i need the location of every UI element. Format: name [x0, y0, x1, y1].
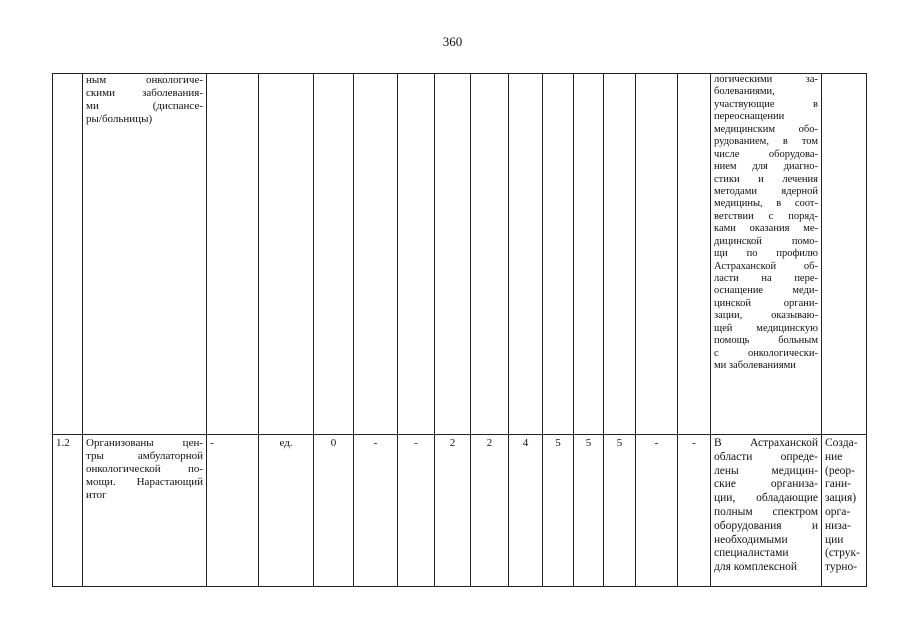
cell	[354, 74, 398, 435]
cell-value: 5	[604, 435, 636, 587]
cell-num: 1.2	[53, 435, 83, 587]
cell-num	[53, 74, 83, 435]
cell	[509, 74, 543, 435]
cell-base-value: 0	[314, 435, 354, 587]
cell-value: 4	[509, 435, 543, 587]
table-row	[53, 74, 867, 435]
page-number: 360	[442, 34, 463, 49]
cell	[574, 74, 604, 435]
cell-value: 2	[471, 435, 509, 587]
document-table	[52, 73, 867, 587]
cell	[435, 74, 471, 435]
cell-value: -	[636, 435, 678, 587]
cell-value: -	[207, 435, 259, 587]
cell-value: 5	[574, 435, 604, 587]
cell	[259, 74, 314, 435]
cell-name: ным онкологиче- скими заболевания- ми (диспансе- ры/больницы)	[83, 74, 207, 435]
cell-result: Созда- ние (реор- гани- зация) орга- низа- ции (струк- турно-	[822, 435, 867, 587]
cell-value: 5	[543, 435, 574, 587]
cell-description: В Астраханской области опреде- лены медицин- ские организа- ции, обладающие полным спектром оборудования и необходимыми специалистами для комплексной	[711, 435, 822, 587]
cell	[471, 74, 509, 435]
cell-name: Организованы цен- тры амбулаторной онкологической по- мощи. Нарастающий итог	[83, 435, 207, 587]
cell-value: -	[354, 435, 398, 587]
cell-unit: ед.	[259, 435, 314, 587]
cell	[543, 74, 574, 435]
cell-value: -	[398, 435, 435, 587]
cell	[678, 74, 711, 435]
cell	[604, 74, 636, 435]
table-row	[53, 435, 867, 587]
cell	[314, 74, 354, 435]
cell	[636, 74, 678, 435]
cell-value: -	[678, 435, 711, 587]
cell-result	[822, 74, 867, 435]
cell-description: логическими за- болеваниями, участвующие в переоснащении медицинским обо- рудованием, в том числе оборудова- нием для диагно- стики и лечения методами ядерной медицины, в соот- ветствии с поряд- ками оказания ме- дицинской помо- щи по профилю Астраханской об- ласти на пере- оснащение меди- цинской органи- зации, оказываю- щей медицинскую помощь больным с онкологически- ми заболеваниями	[711, 74, 822, 435]
cell-value: 2	[435, 435, 471, 587]
cell	[398, 74, 435, 435]
cell	[207, 74, 259, 435]
